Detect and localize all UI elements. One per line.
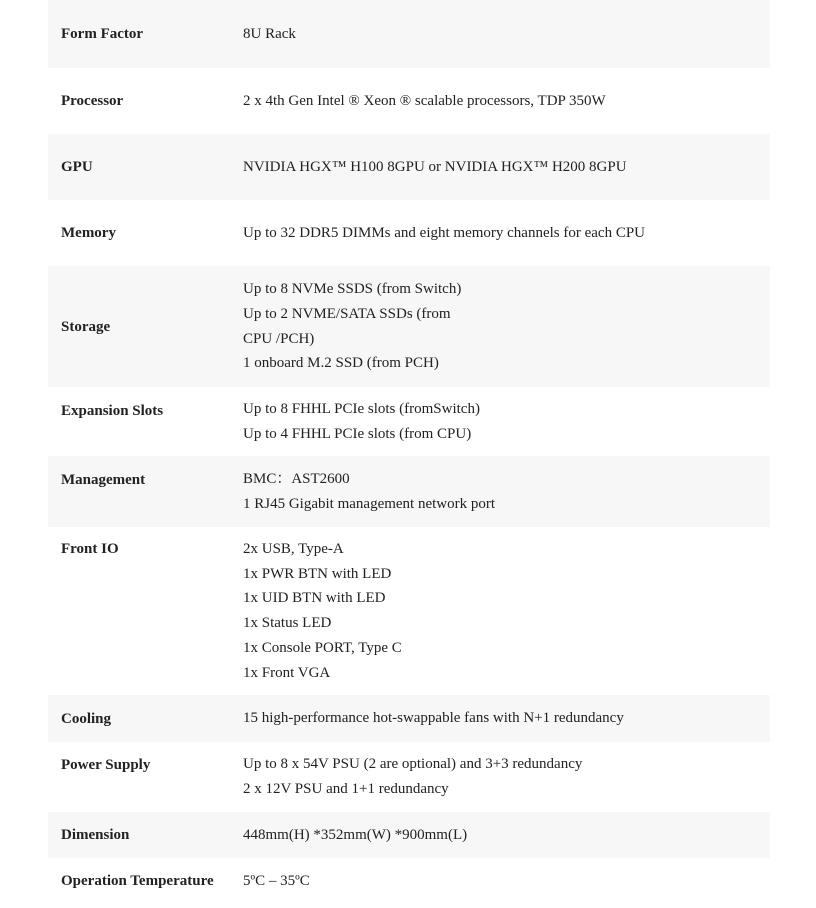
spec-value-line: 1x PWR BTN with LED xyxy=(243,565,392,582)
spec-row-processor xyxy=(48,68,770,134)
spec-value-line: 448mm(H) *352mm(W) *900mm(L) xyxy=(243,826,468,843)
spec-value-line: 1 RJ45 Gigabit management network port xyxy=(243,495,496,512)
spec-label: Memory xyxy=(61,225,116,241)
spec-label: Dimension xyxy=(61,827,130,843)
spec-value-line: 15 high-performance hot-swappable fans with N+1 redundancy xyxy=(243,710,624,727)
spec-label: Form Factor xyxy=(61,26,144,42)
spec-value-line: 2 x 4th Gen Intel ® Xeon ® scalable processors, TDP 350W xyxy=(243,92,606,109)
spec-label: Management xyxy=(61,472,146,488)
spec-row-management xyxy=(48,456,770,527)
spec-row-storage xyxy=(48,266,770,387)
spec-row-front-io xyxy=(48,527,770,695)
spec-value-line: 2x USB, Type-A xyxy=(243,541,344,557)
spec-value xyxy=(243,752,770,801)
spec-label: Cooling xyxy=(61,710,112,727)
spec-row-memory xyxy=(48,200,770,266)
spec-value xyxy=(243,22,770,47)
spec-value-line: 1x Front VGA xyxy=(243,664,331,681)
spec-label: Processor xyxy=(61,93,124,109)
spec-value-line: Up to 4 FHHL PCIe slots (from CPU) xyxy=(243,425,472,442)
spec-value-line: Up to 8 NVMe SSDS (from Switch) xyxy=(243,281,462,298)
spec-value xyxy=(243,537,770,685)
spec-value xyxy=(243,467,770,516)
spec-value-line: 8U Rack xyxy=(243,25,296,42)
spec-value-line: BMC：AST2600 xyxy=(243,470,350,487)
spec-row-form-factor xyxy=(48,0,770,68)
spec-row-dimension xyxy=(48,812,770,858)
spec-value xyxy=(243,869,770,894)
spec-label: Expansion Slots xyxy=(61,403,164,419)
spec-label: Power Supply xyxy=(61,757,151,773)
spec-value xyxy=(243,277,770,376)
spec-label: Operation Temperature xyxy=(61,873,214,889)
spec-value-line: 1x Console PORT, Type C xyxy=(243,639,402,656)
spec-row-cooling xyxy=(48,695,770,742)
spec-value-line: Up to 2 NVME/SATA SSDs (from xyxy=(243,305,451,322)
spec-label: Storage xyxy=(61,318,111,335)
spec-value-line: 5ºC – 35ºC xyxy=(243,872,310,889)
spec-value-line: Up to 32 DDR5 DIMMs and eight memory channels for each CPU xyxy=(243,224,646,241)
spec-value-line: Up to 8 FHHL PCIe slots (fromSwitch) xyxy=(243,400,480,417)
spec-value xyxy=(243,397,770,446)
spec-label: GPU xyxy=(61,159,93,175)
spec-table xyxy=(48,0,770,904)
spec-value xyxy=(243,706,770,731)
spec-value-line: 1x Status LED xyxy=(243,615,332,632)
spec-row-gpu xyxy=(48,134,770,200)
spec-value xyxy=(243,221,770,246)
spec-value-line: NVIDIA HGX™ H100 8GPU or NVIDIA HGX™ H200 8GPU xyxy=(243,158,627,175)
spec-value-line: Up to 8 x 54V PSU (2 are optional) and 3+3 redundancy xyxy=(243,756,583,773)
spec-value xyxy=(243,89,770,114)
spec-value xyxy=(243,155,770,180)
spec-value-line: 2 x 12V PSU and 1+1 redundancy xyxy=(243,781,449,797)
spec-row-expansion-slots xyxy=(48,387,770,456)
spec-value-line: 1 onboard M.2 SSD (from PCH) xyxy=(243,355,439,372)
spec-label: Front IO xyxy=(61,541,119,557)
spec-row-power-supply xyxy=(48,742,770,812)
spec-value-line: 1x UID BTN with LED xyxy=(243,590,386,607)
spec-row-operation-temperature xyxy=(48,858,770,904)
spec-value-line: CPU /PCH) xyxy=(243,330,315,347)
spec-value xyxy=(243,823,770,848)
